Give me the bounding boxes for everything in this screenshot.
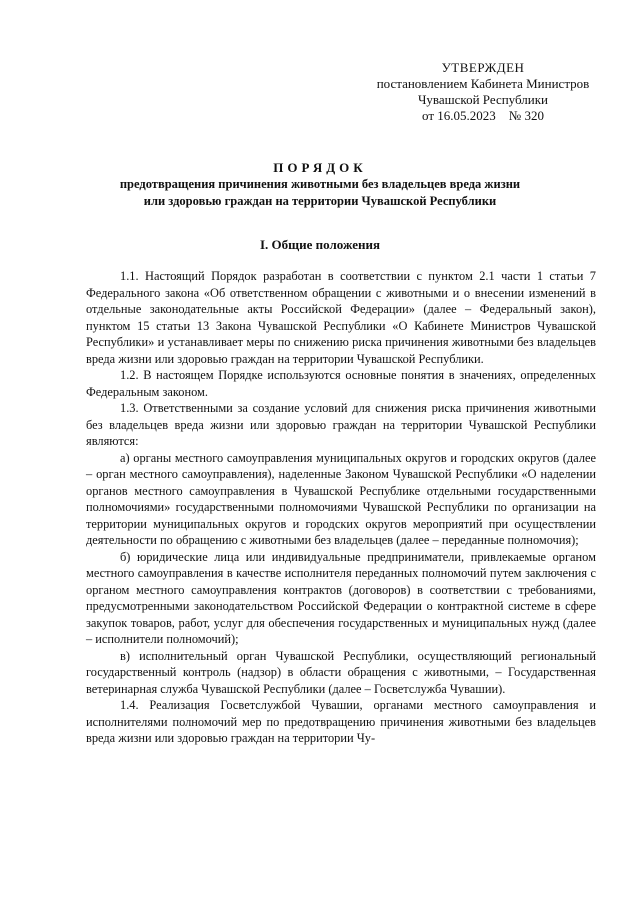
section-heading: I. Общие положения — [260, 237, 380, 252]
paragraph-1-3-b: б) юридические лица или индивидуальные предприниматели, привлекаемые органом местного самоуправления в качестве исполнителя переданных полномочий путем заключения с органом местного самоуправления контрактов (договоров) в соответствии с требованиями, предусмотренными законодательством Российской Федерации о контрактной системе в сфере закупок товаров, работ, услуг для обеспечения государственных и муниципальных нужд (далее – исполнители полномочий); — [86, 549, 596, 646]
approval-region: Чувашской Республики — [417, 92, 549, 107]
subtitle-line-1: предотвращения причинения животными без владельцев вреда жизни — [119, 177, 521, 191]
approval-word: УТВЕРЖДЕН — [441, 60, 525, 75]
document-body — [86, 268, 596, 747]
paragraph-1-3-v: в) исполнительный орган Чувашской Республики, осуществляющий региональный государственный контроль (надзор) в области обращения с животными, – Государственная ветеринарная служба Чувашской Республики (далее – Госветслужба Чувашии). — [86, 648, 596, 696]
approval-stamp — [358, 60, 608, 124]
paragraph-1-3-a: а) органы местного самоуправления муниципальных округов и городских округов (далее – орган местного самоуправления), наделенные Законом Чувашской Республики «О наделении органов местного самоуправления в Чувашской Республике отдельными государственными полномочиями» государственными полномочиями Чувашской Республики по организации на территории муниципальных округов и городских округов мероприятий при осуществлении деятельности по обращению с животными без владельцев (далее – переданные полномочия); — [86, 450, 596, 547]
paragraph-1-3: 1.3. Ответственными за создание условий для снижения риска причинения животными без владельцев вреда жизни или здоровью граждан на территории Чувашской Республики являются: — [86, 401, 596, 448]
paragraph-1-4: 1.4. Реализация Госветслужбой Чувашии, органами местного самоуправления и исполнителями полномочий мер по предотвращению причинения животными без владельцев вреда жизни или здоровью граждан на территории Чу- — [86, 698, 596, 745]
document-subtitle — [80, 176, 560, 210]
paragraph-1-2: 1.2. В настоящем Порядке используются основные понятия в значениях, определенных Федеральным законом. — [86, 368, 596, 399]
subtitle-line-2: или здоровью граждан на территории Чувашской Республики — [143, 194, 497, 208]
approval-issuer: постановлением Кабинета Министров — [376, 76, 590, 91]
paragraph-1-1: 1.1. Настоящий Порядок разработан в соответствии с пунктом 2.1 части 1 статьи 7 Федерального закона «Об ответственном обращении с животными и о внесении изменений в отдельные законодательные акты Российской Федерации» (далее – Федеральный закон), пунктом 15 статьи 13 Закона Чувашской Республики «О Кабинете Министров Чувашской Республики» и устанавливает меры по снижению риска причинения животными без владельцев вреда жизни или здоровью граждан на территории Чувашской Республики. — [86, 269, 596, 366]
approval-date-number: от 16.05.2023 № 320 — [422, 108, 544, 123]
document-title: ПОРЯДОК — [273, 160, 367, 175]
